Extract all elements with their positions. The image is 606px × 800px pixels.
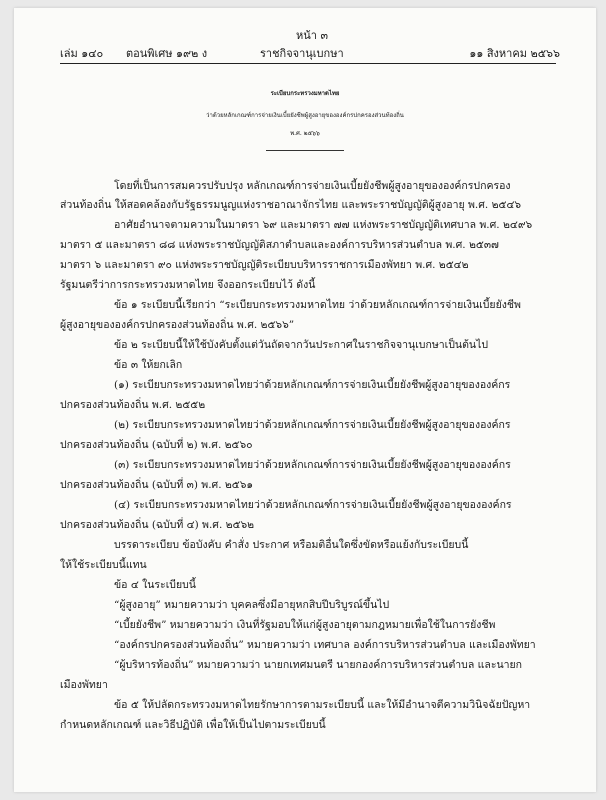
clause-line: ข้อ ๕ ให้ปลัดกระทรวงมหาดไทยรักษาการตามระเบียบนี้ และให้มีอำนาจตีความวินิจฉัยปัญหา <box>114 699 531 711</box>
title-divider <box>266 150 344 151</box>
paragraph-line: รัฐมนตรีว่าการกระทรวงมหาดไทย จึงออกระเบียบไว้ ดังนี้ <box>60 279 316 291</box>
paragraph-line: มาตรา ๖ และมาตรา ๙๐ แห่งพระราชบัญญัติระเบียบบริหารราชการเมืองพัทยา พ.ศ. ๒๕๔๒ <box>60 259 469 271</box>
paragraph-line: อาศัยอำนาจตามความในมาตรา ๖๙ และมาตรา ๗๗ แห่งพระราชบัญญัติเทศบาล พ.ศ. ๒๔๙๖ <box>114 219 533 231</box>
list-item-line: (๒) ระเบียบกระทรวงมหาดไทยว่าด้วยหลักเกณฑ์การจ่ายเงินเบี้ยยังชีพผู้สูงอายุขององค์กร <box>114 419 511 431</box>
clause-line: กำหนดหลักเกณฑ์ และวิธีปฏิบัติ เพื่อให้เป็นไปตามระเบียบนี้ <box>60 719 326 731</box>
issue-label: ตอนพิเศษ ๑๙๒ ง <box>126 47 208 60</box>
definition-line: “ผู้สูงอายุ” หมายความว่า บุคคลซึ่งมีอายุหกสิบปีบริบูรณ์ขึ้นไป <box>114 599 390 611</box>
page-number: หน้า ๓ <box>296 29 328 42</box>
publication-name: ราชกิจจานุเบกษา <box>260 47 344 60</box>
definition-line: “เบี้ยยังชีพ” หมายความว่า เงินที่รัฐมอบให้แก่ผู้สูงอายุตามกฎหมายเพื่อใช้ในการยังชีพ <box>114 619 496 631</box>
list-item-line: ปกครองส่วนท้องถิ่น พ.ศ. ๒๕๕๒ <box>60 399 206 411</box>
header-divider <box>60 63 556 64</box>
list-item-line: ปกครองส่วนท้องถิ่น (ฉบับที่ ๔) พ.ศ. ๒๕๖๒ <box>60 519 255 531</box>
clause-line: ข้อ ๑ ระเบียบนี้เรียกว่า “ระเบียบกระทรวงมหาดไทย ว่าด้วยหลักเกณฑ์การจ่ายเงินเบี้ยยังชีพ <box>114 299 521 311</box>
list-item-line: (๔) ระเบียบกระทรวงมหาดไทยว่าด้วยหลักเกณฑ์การจ่ายเงินเบี้ยยังชีพผู้สูงอายุขององค์กร <box>114 499 512 511</box>
clause-line: ข้อ ๔ ในระเบียบนี้ <box>114 579 196 591</box>
volume-label: เล่ม ๑๔๐ <box>60 47 104 60</box>
clause-line: ผู้สูงอายุขององค์กรปกครองส่วนท้องถิ่น พ.ศ. ๒๕๖๖” <box>60 319 295 331</box>
document-title: ระเบียบกระทรวงมหาดไทย <box>270 90 340 97</box>
paragraph-line: ส่วนท้องถิ่น ให้สอดคล้องกับรัฐธรรมนูญแห่งราชอาณาจักรไทย และพระราชบัญญัติผู้สูงอายุ พ.ศ. ๒๕๔๖ <box>60 199 522 211</box>
gazette-header <box>60 44 560 60</box>
paragraph-line: บรรดาระเบียบ ข้อบังคับ คำสั่ง ประกาศ หรือมติอื่นใดซึ่งขัดหรือแย้งกับระเบียบนี้ <box>114 539 469 551</box>
list-item-line: (๓) ระเบียบกระทรวงมหาดไทยว่าด้วยหลักเกณฑ์การจ่ายเงินเบี้ยยังชีพผู้สูงอายุขององค์กร <box>114 459 511 471</box>
document-year: พ.ศ. ๒๕๖๖ <box>290 130 320 137</box>
definition-line: เมืองพัทยา <box>60 679 108 691</box>
list-item-line: ปกครองส่วนท้องถิ่น (ฉบับที่ ๓) พ.ศ. ๒๕๖๑ <box>60 479 254 491</box>
list-item-line: ปกครองส่วนท้องถิ่น (ฉบับที่ ๒) พ.ศ. ๒๕๖๐ <box>60 439 253 451</box>
definition-line: “ผู้บริหารท้องถิ่น” หมายความว่า นายกเทศมนตรี นายกองค์การบริหารส่วนตำบล และนายก <box>114 659 523 671</box>
paragraph-line: โดยที่เป็นการสมควรปรับปรุง หลักเกณฑ์การจ่ายเงินเบี้ยยังชีพผู้สูงอายุขององค์กรปกครอง <box>114 180 511 192</box>
clause-line: ข้อ ๓ ให้ยกเลิก <box>114 359 183 371</box>
clause-line: ข้อ ๒ ระเบียบนี้ให้ใช้บังคับตั้งแต่วันถัดจากวันประกาศในราชกิจจานุเบกษาเป็นต้นไป <box>114 339 489 351</box>
document-page <box>14 8 596 792</box>
document-subtitle: ว่าด้วยหลักเกณฑ์การจ่ายเงินเบี้ยยังชีพผู้สูงอายุขององค์กรปกครองส่วนท้องถิ่น <box>206 112 404 119</box>
paragraph-line: มาตรา ๕ และมาตรา ๘๘ แห่งพระราชบัญญัติสภาตำบลและองค์การบริหารส่วนตำบล พ.ศ. ๒๕๓๗ <box>60 239 499 251</box>
paragraph-line: ให้ใช้ระเบียบนี้แทน <box>60 559 147 571</box>
list-item-line: (๑) ระเบียบกระทรวงมหาดไทยว่าด้วยหลักเกณฑ์การจ่ายเงินเบี้ยยังชีพผู้สูงอายุขององค์กร <box>114 379 511 391</box>
publication-date: ๑๑ สิงหาคม ๒๕๖๖ <box>469 47 560 60</box>
definition-line: “องค์กรปกครองส่วนท้องถิ่น” หมายความว่า เทศบาล องค์การบริหารส่วนตำบล และเมืองพัทยา <box>114 639 536 651</box>
